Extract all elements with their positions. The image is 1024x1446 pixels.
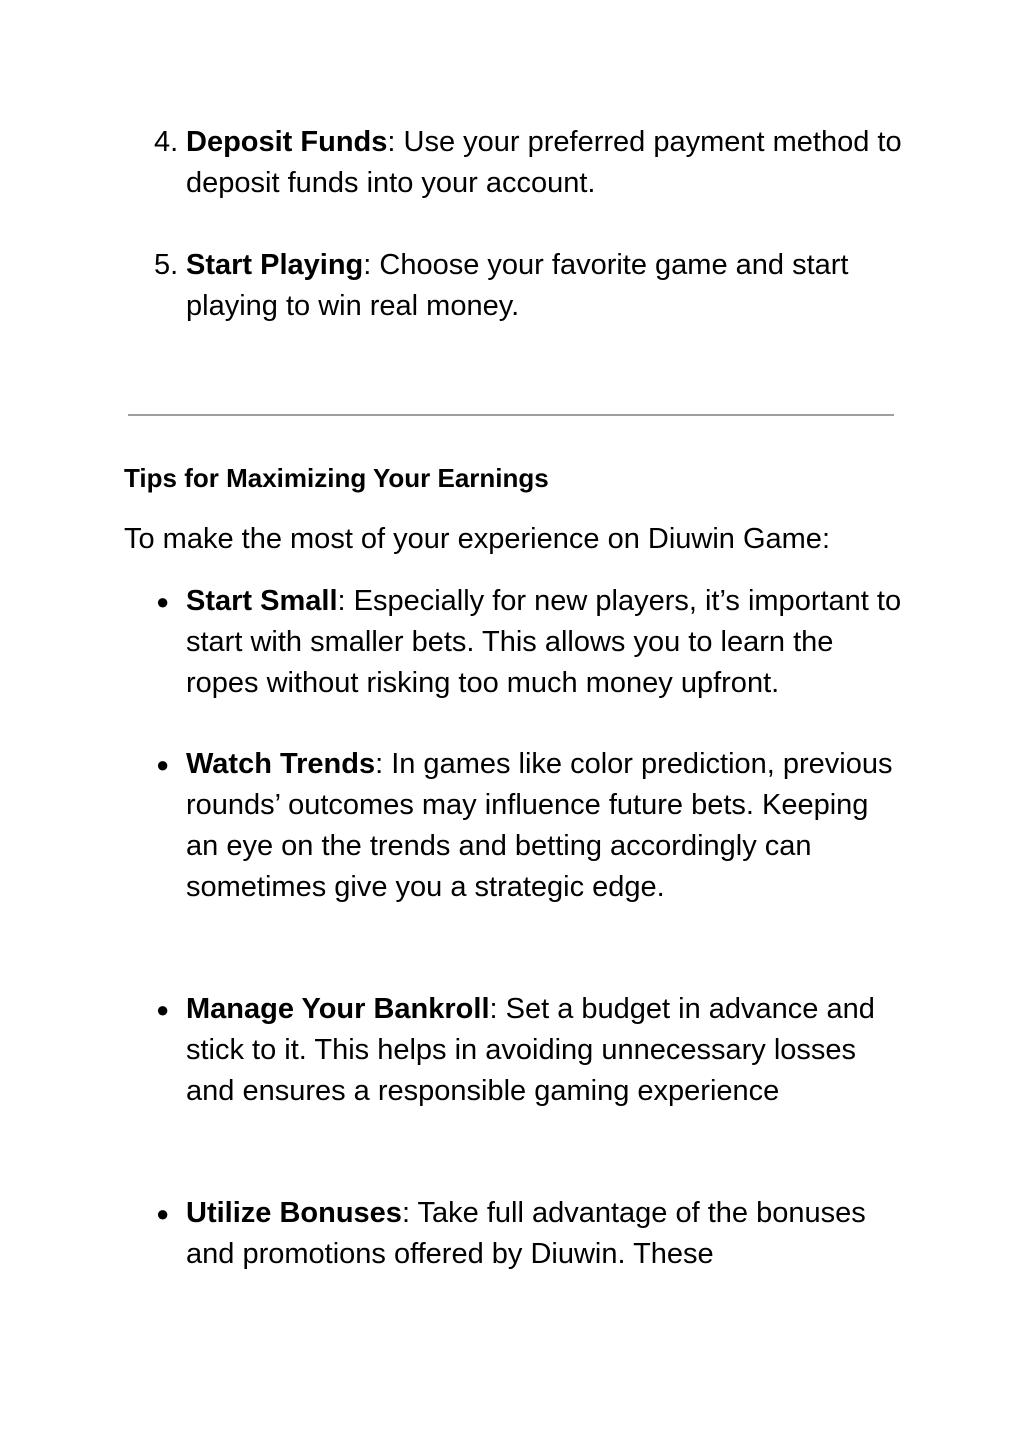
list-number: 5. [154, 249, 179, 281]
horizontal-divider [128, 414, 894, 416]
tip-term: Utilize Bonuses [186, 1197, 402, 1229]
section-intro: To make the most of your experience on Diuwin Game: [124, 523, 830, 555]
tip-term: Watch Trends [186, 748, 376, 780]
tip-item-utilize-bonuses [186, 1193, 906, 1275]
tip-item-start-small [186, 581, 906, 704]
list-item-text: : Choose your favorite game and start playing to win real money. [186, 249, 849, 322]
section-heading: Tips for Maximizing Your Earnings [124, 463, 549, 493]
list-item-deposit-funds [186, 122, 906, 204]
bullet-icon: ● [156, 997, 170, 1022]
bullet-icon: ● [156, 589, 170, 614]
list-item-term: Deposit Funds [186, 126, 388, 158]
tip-item-manage-bankroll [186, 989, 906, 1112]
bullet-icon: ● [156, 752, 170, 777]
bullet-icon: ● [156, 1201, 170, 1226]
tip-term: Manage Your Bankroll [186, 993, 490, 1025]
list-item-start-playing [186, 245, 906, 327]
list-number: 4. [154, 126, 179, 158]
tip-item-watch-trends [186, 744, 906, 908]
tip-text: : Set a budget in advance and stick to it. This helps in avoiding unnecessary losses and ensures a responsible gaming experience [186, 993, 875, 1107]
list-item-text: : Use your preferred payment method to deposit funds into your account. [186, 126, 902, 199]
tip-text: : In games like color prediction, previous rounds’ outcomes may influence future bets. Keeping an eye on the trends and betting accordingly can sometimes give you a strategic edge. [186, 748, 893, 903]
tip-term: Start Small [186, 585, 338, 617]
tip-text: : Take full advantage of the bonuses and promotions offered by Diuwin. These [186, 1197, 866, 1270]
tip-text: : Especially for new players, it’s important to start with smaller bets. This allows you to learn the ropes without risking too much money upfront. [186, 585, 902, 699]
list-item-term: Start Playing [186, 249, 364, 281]
